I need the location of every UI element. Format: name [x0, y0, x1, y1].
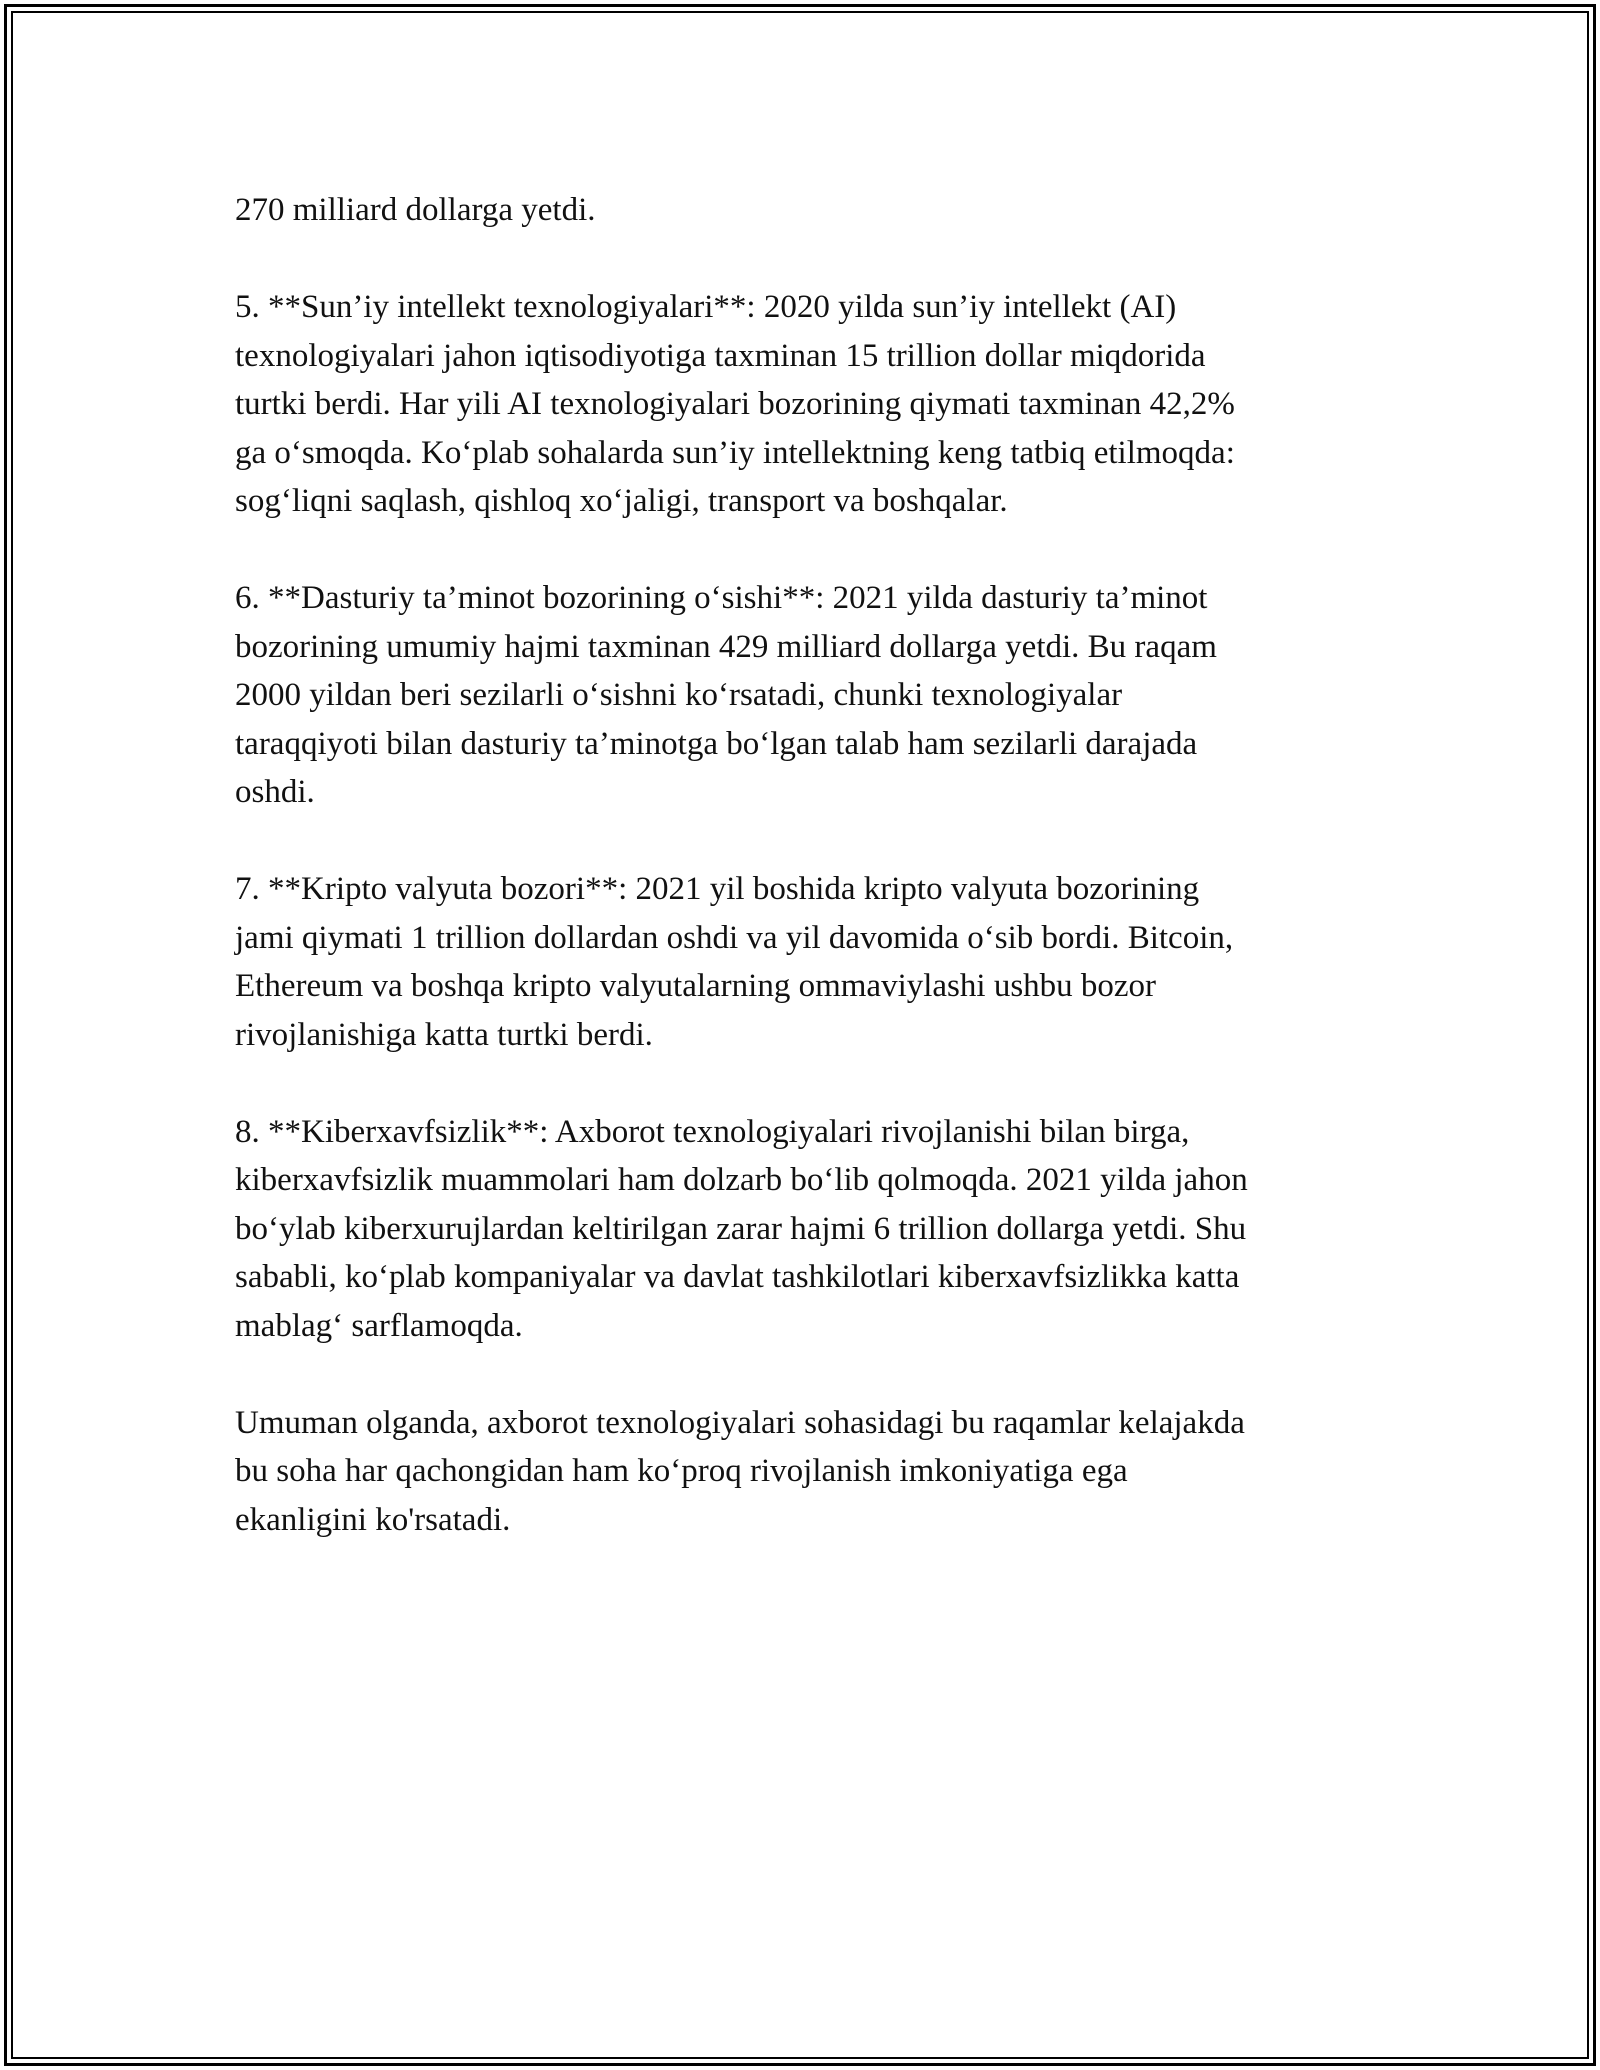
- document-body: [235, 186, 1385, 1593]
- paragraph-crypto-market: 7. **Kripto valyuta bozori**: 2021 yil boshida kripto valyuta bozorining jami qiymati 1 trillion dollardan oshdi va yil davomida o‘sib bordi. Bitcoin, Ethereum va boshqa kripto valyutalarning ommaviylashi ushbu bozor rivojlanishiga katta turtki berdi.: [235, 871, 1234, 1053]
- paragraph-conclusion: Umuman olganda, axborot texnologiyalari sohasidagi bu raqamlar kelajakda bu soha har qachongidan ham ko‘proq rivojlanish imkoniyatiga ega ekanligini ko'rsatadi.: [235, 1404, 1245, 1538]
- paragraph-software-market: 6. **Dasturiy ta’minot bozorining o‘sishi**: 2021 yilda dasturiy ta’minot bozorining umumiy hajmi taxminan 429 milliard dollarga yetdi. Bu raqam 2000 yildan beri sezilarli o‘sishni ko‘rsatadi, chunki texnologiyalar taraqqiyoti bilan dasturiy ta’minotga bo‘lgan talab ham sezilarli darajada oshdi.: [235, 580, 1217, 810]
- paragraph-ai-technologies: 5. **Sun’iy intellekt texnologiyalari**: 2020 yilda sun’iy intellekt (AI) texnologiyalari jahon iqtisodiyotiga taxminan 15 trillion dollar miqdorida turtki berdi. Har yili AI texnologiyalari bozorining qiymati taxminan 42,2% ga o‘smoqda. Ko‘plab sohalarda sun’iy intellektning keng tatbiq etilmoqda: sog‘liqni saqlash, qishloq xo‘jaligi, transport va boshqalar.: [235, 289, 1235, 519]
- paragraph-continuation: 270 milliard dollarga yetdi.: [235, 192, 596, 228]
- paragraph-cybersecurity: 8. **Kiberxavfsizlik**: Axborot texnologiyalari rivojlanishi bilan birga, kiberxavfsizlik muammolari ham dolzarb bo‘lib qolmoqda. 2021 yilda jahon bo‘ylab kiberxurujlardan keltirilgan zarar hajmi 6 trillion dollarga yetdi. Shu sababli, ko‘plab kompaniyalar va davlat tashkilotlari kiberxavfsizlikka katta mablag‘ sarflamoqda.: [235, 1113, 1248, 1344]
